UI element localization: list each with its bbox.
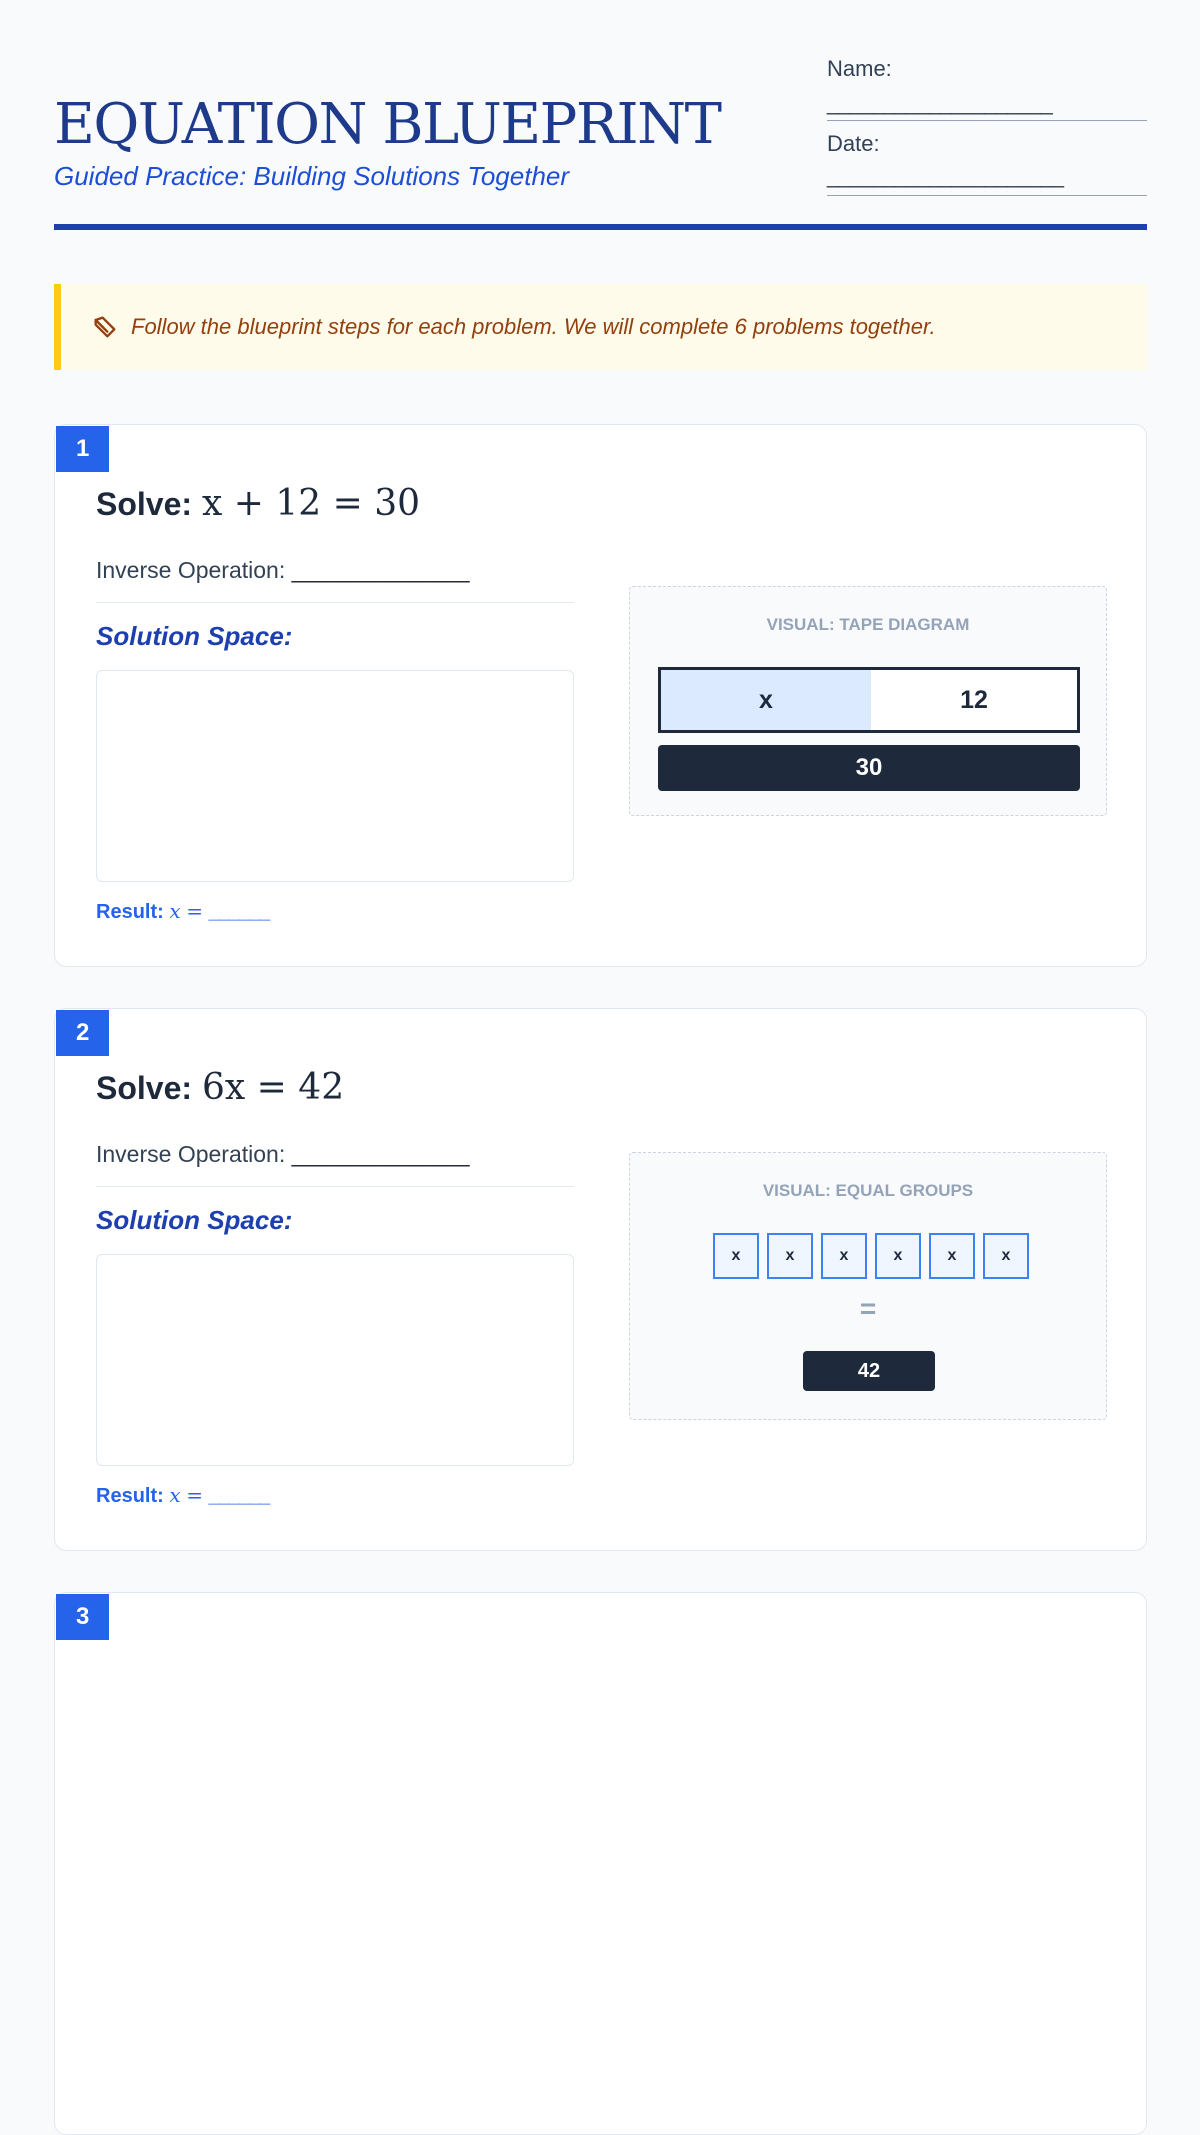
groups-total: 42 — [803, 1351, 935, 1391]
problem-statement — [96, 483, 420, 524]
group-box: x — [821, 1233, 867, 1279]
tape-total-bar: 30 — [658, 745, 1080, 791]
visual-label: VISUAL: TAPE DIAGRAM — [766, 615, 970, 634]
result-equals: = — [186, 899, 203, 923]
result-equals: = — [186, 1483, 203, 1507]
groups-equals-sign: = — [859, 1293, 877, 1324]
problem-card-2 — [54, 1008, 1147, 1551]
header-divider — [54, 224, 1147, 230]
solve-label: Solve: — [96, 486, 193, 522]
equation: x + 12 = 30 — [202, 483, 421, 524]
solution-space-label: Solution Space: — [96, 621, 293, 651]
equation: 6x = 42 — [202, 1067, 345, 1108]
group-boxes — [713, 1233, 1029, 1279]
inverse-operation — [96, 557, 468, 584]
problem-statement — [96, 1067, 344, 1108]
problem-number-badge: 1 — [56, 426, 109, 472]
section-divider — [96, 602, 574, 603]
result-field[interactable]: ______ — [208, 901, 270, 923]
visual-label: VISUAL: EQUAL GROUPS — [762, 1181, 974, 1200]
name-underline — [827, 120, 1147, 121]
problem-number-badge: 2 — [56, 1010, 109, 1056]
inverse-operation — [96, 1141, 468, 1168]
problem-card-3 — [54, 1592, 1147, 2135]
instructions-banner — [54, 284, 1147, 370]
inverse-operation-field[interactable]: _______________ — [291, 1141, 469, 1167]
date-field[interactable]: _____________________ — [827, 163, 1063, 188]
page-title: EQUATION BLUEPRINT — [54, 92, 721, 157]
group-box: x — [929, 1233, 975, 1279]
result-label: Result: — [96, 1485, 164, 1507]
name-label: Name: — [827, 56, 892, 81]
result-variable: x — [169, 1483, 181, 1507]
tape-known-segment: 12 — [960, 685, 988, 714]
group-box: x — [983, 1233, 1029, 1279]
result-variable: x — [169, 899, 181, 923]
solve-label: Solve: — [96, 1070, 193, 1106]
worksheet-header — [54, 0, 1147, 232]
problem-card-1 — [54, 424, 1147, 967]
pencil-icon — [91, 313, 119, 341]
page-subtitle: Guided Practice: Building Solutions Together — [54, 161, 570, 191]
tape-diagram — [629, 586, 1107, 816]
solution-space-box[interactable] — [96, 1254, 574, 1466]
result-line — [96, 899, 269, 924]
problem-number-badge: 3 — [56, 1594, 109, 1640]
inverse-operation-label: Inverse Operation: — [96, 1141, 286, 1167]
tape-unknown-segment: x — [661, 670, 871, 730]
inverse-operation-field[interactable]: _______________ — [291, 557, 469, 583]
section-divider — [96, 1186, 574, 1187]
name-field[interactable]: ____________________ — [827, 90, 1052, 115]
result-label: Result: — [96, 901, 164, 923]
tape-bar — [658, 667, 1080, 733]
inverse-operation-label: Inverse Operation: — [96, 557, 286, 583]
equal-groups-diagram — [629, 1152, 1107, 1420]
group-box: x — [875, 1233, 921, 1279]
group-box: x — [713, 1233, 759, 1279]
result-line — [96, 1483, 269, 1508]
group-box: x — [767, 1233, 813, 1279]
date-label: Date: — [827, 131, 880, 156]
solution-space-label: Solution Space: — [96, 1205, 293, 1235]
solution-space-box[interactable] — [96, 670, 574, 882]
instructions-text: Follow the blueprint steps for each problem. We will complete 6 problems together. — [131, 314, 936, 339]
date-underline — [827, 195, 1147, 196]
result-field[interactable]: ______ — [208, 1485, 270, 1507]
